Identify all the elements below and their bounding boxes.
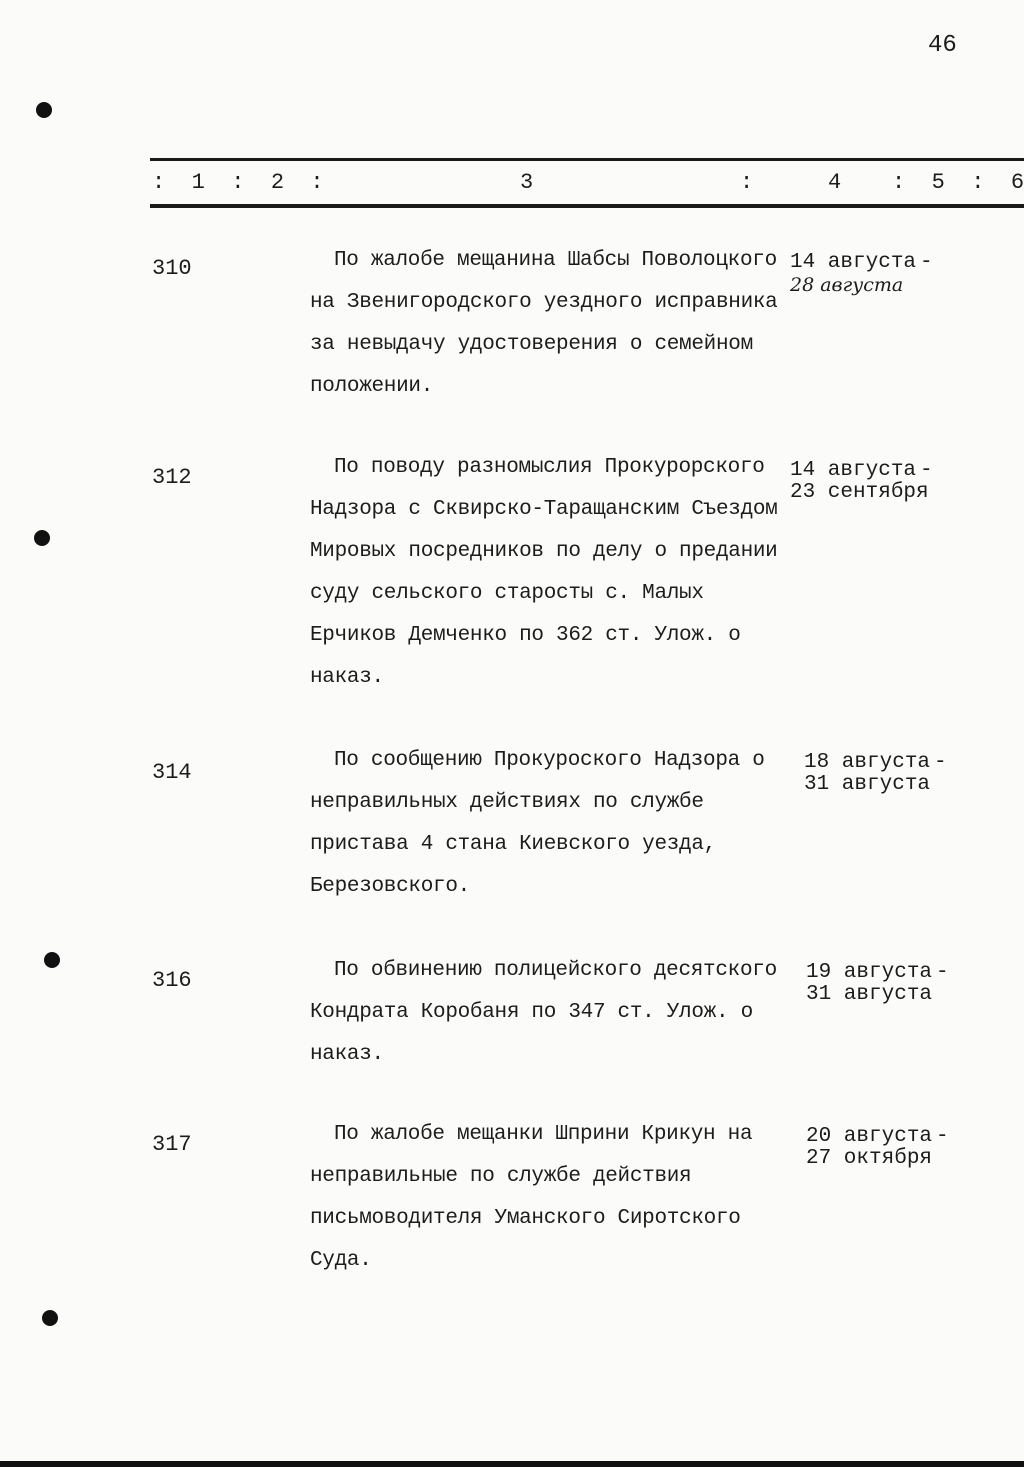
entry-number: 310: [152, 256, 192, 281]
page-number: 46: [928, 32, 957, 59]
date-end: 27 октября: [806, 1147, 933, 1170]
entry-number: 312: [152, 465, 192, 490]
date-separator: -: [920, 459, 933, 482]
date-end: 28 августа: [790, 274, 904, 296]
entry-description: По жалобе мещанина Шабсы Поволоцкого на Звенигородского уездного исправника за невыдачу удостоверения о семейном положении.: [310, 249, 778, 398]
date-end: 23 сентября: [790, 481, 929, 504]
entry-description: По сообщению Прокуроского Надзора о неправильных действиях по службе пристава 4 стана Киевского уезда, Березовского.: [310, 749, 765, 898]
date-end: 31 августа: [804, 773, 931, 796]
entry-date-range: [790, 460, 933, 504]
entry-number: 316: [152, 968, 192, 993]
column-header-4: 4: [828, 170, 842, 195]
entry-date-range: [790, 252, 933, 296]
punch-hole: [36, 102, 52, 118]
header-rule-bottom: [150, 204, 1024, 208]
header-rule-top: [150, 158, 1024, 161]
date-start: 20 августа: [806, 1125, 933, 1148]
column-header-5-6: : 5 : 6: [892, 170, 1024, 195]
page-bottom-edge: [0, 1461, 1024, 1467]
entry-date-range: [804, 752, 947, 796]
date-start: 14 августа: [790, 459, 917, 482]
entry-description: По жалобе мещанки Шприни Крикун на неправильные по службе действия письмоводителя Уманского Сиротского Суда.: [310, 1123, 753, 1272]
date-start: 18 августа: [804, 751, 931, 774]
entry-date-range: [806, 1126, 949, 1170]
entry-date-range: [806, 962, 949, 1006]
column-header-1-2: : 1 : 2 :: [152, 170, 324, 195]
date-separator: -: [920, 251, 933, 274]
date-separator: -: [936, 961, 949, 984]
entry-description: По обвинению полицейского десятского Кондрата Коробаня по 347 ст. Улож. о наказ.: [310, 959, 777, 1066]
date-end: 31 августа: [806, 983, 933, 1006]
date-separator: -: [936, 1125, 949, 1148]
punch-hole: [34, 530, 50, 546]
column-header-3: 3: [520, 170, 534, 195]
column-header-separator: :: [740, 170, 754, 195]
date-start: 19 августа: [806, 961, 933, 984]
date-start: 14 августа: [790, 251, 917, 274]
date-separator: -: [934, 751, 947, 774]
entry-number: 314: [152, 760, 192, 785]
punch-hole: [42, 1310, 58, 1326]
entry-description: По поводу разномыслия Прокурорского Надзора с Сквирско-Таращанским Съездом Мировых посредников по делу о предании суду сельского старосты с. Малых Ерчиков Демченко по 362 ст. Улож. о наказ.: [310, 456, 778, 689]
entry-number: 317: [152, 1132, 192, 1157]
punch-hole: [44, 952, 60, 968]
